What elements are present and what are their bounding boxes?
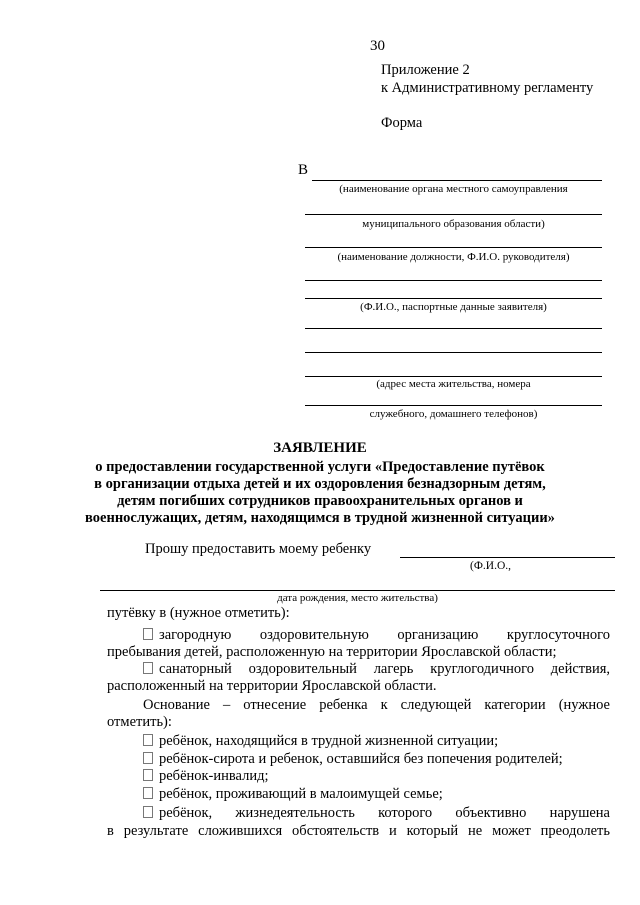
option-text: санаторный оздоровительный лагерь круглогодичного действия,: [159, 661, 610, 677]
basis-text: [107, 697, 610, 714]
fill-line: [305, 214, 602, 215]
caption-birth: дата рождения, место жительства): [277, 592, 438, 604]
fill-line: [100, 590, 615, 591]
category-text: ребёнок, находящийся в трудной жизненной ситуации;: [159, 733, 499, 749]
fill-line: [312, 180, 602, 181]
option-checkbox-row: [107, 627, 610, 644]
basis-line: Основание – отнесение ребенка к следующей категории (нужное: [143, 697, 610, 713]
fill-line: [305, 405, 602, 406]
category-text: ребёнок, проживающий в малоимущей семье;: [159, 786, 443, 802]
caption-address: (адрес места жительства, номера: [376, 378, 531, 390]
option-text-cont: пребывания детей, расположенную на территории Ярославской области;: [107, 644, 557, 660]
category-row: [107, 768, 610, 785]
option-checkbox-row: [107, 661, 610, 678]
caption-municipality: муниципального образования области): [362, 218, 545, 230]
checkbox[interactable]: [143, 752, 153, 764]
fill-line: [305, 247, 602, 248]
title-line: в организации отдыха детей и их оздоровления безнадзорным детям,: [94, 476, 546, 492]
title-line: детям погибших сотрудников правоохранительных органов и: [117, 493, 523, 509]
page-number: 30: [370, 38, 385, 54]
category-text: ребёнок, жизнедеятельность которого объективно нарушена: [159, 805, 610, 821]
fill-line: [400, 557, 615, 558]
basis-text-cont: отметить):: [107, 714, 172, 730]
request-text: Прошу предоставить моему ребенку: [145, 541, 372, 557]
fill-line: [305, 328, 602, 329]
category-text-cont: в результате сложившихся обстоятельств и который не может преодолеть: [107, 823, 610, 839]
voucher-intro: путёвку в (нужное отметить):: [107, 605, 290, 621]
document-title: ЗАЯВЛЕНИЕ: [273, 440, 367, 456]
caption-official: (наименование должности, Ф.И.О. руководителя): [337, 251, 570, 263]
checkbox[interactable]: [143, 734, 153, 746]
fill-line: [305, 298, 602, 299]
appendix-label: Приложение 2: [381, 62, 470, 78]
caption-phones: служебного, домашнего телефонов): [369, 408, 538, 420]
checkbox[interactable]: [143, 662, 153, 674]
appendix-regulation: к Административному регламенту: [381, 80, 594, 96]
title-line: о предоставлении государственной услуги «Предоставление путёвок: [95, 459, 545, 475]
checkbox[interactable]: [143, 787, 153, 799]
category-row: [107, 751, 610, 768]
form-label: Форма: [381, 115, 423, 131]
category-row: [107, 805, 610, 822]
checkbox[interactable]: [143, 806, 153, 818]
title-line: военнослужащих, детям, находящимся в трудной жизненной ситуации»: [85, 510, 555, 526]
category-row: [107, 786, 610, 803]
category-text: ребёнок-сирота и ребенок, оставшийся без попечения родителей;: [159, 751, 563, 767]
fill-line: [305, 280, 602, 281]
caption-applicant: (Ф.И.О., паспортные данные заявителя): [360, 301, 547, 313]
category-row: [107, 733, 610, 750]
checkbox[interactable]: [143, 769, 153, 781]
caption-authority: (наименование органа местного самоуправления: [339, 183, 568, 195]
caption-fio: (Ф.И.О.,: [470, 560, 512, 572]
category-text: ребёнок-инвалид;: [159, 768, 269, 784]
addressee-prefix: В: [298, 162, 309, 178]
option-text-cont: расположенный на территории Ярославской области.: [107, 678, 437, 694]
fill-line: [305, 376, 602, 377]
option-text: загородную оздоровительную организацию круглосуточного: [159, 627, 610, 643]
fill-line: [305, 352, 602, 353]
checkbox[interactable]: [143, 628, 153, 640]
